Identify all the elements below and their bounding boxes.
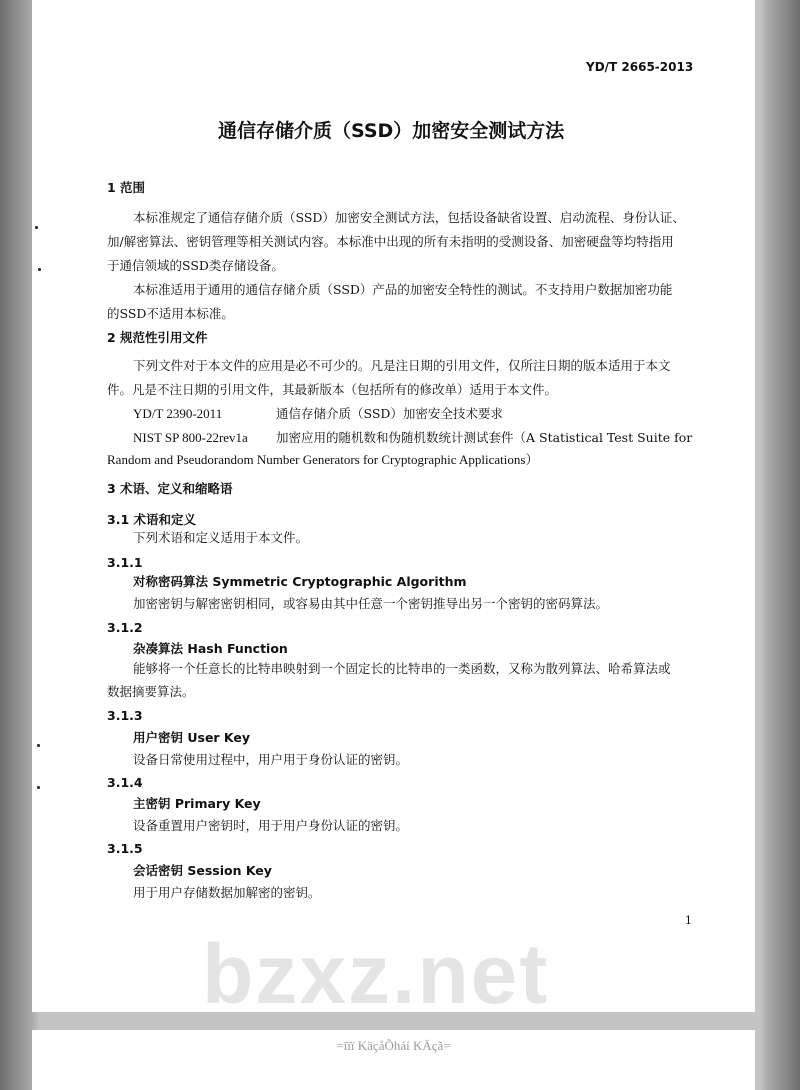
section-3-heading: 3 术语、定义和缩略语 bbox=[107, 481, 233, 496]
section-3-1-heading: 3.1 术语和定义 bbox=[107, 512, 196, 527]
term-name: 杂凑算法 Hash Function bbox=[133, 641, 288, 656]
term-definition: 能够将一个任意长的比特串映射到一个固定长的比特串的一类函数，又称为散列算法、哈希算法或 bbox=[133, 661, 671, 676]
term-name: 会话密钥 Session Key bbox=[133, 863, 272, 878]
scan-speck bbox=[37, 786, 40, 789]
term-definition: 设备重置用户密钥时，用于用户身份认证的密钥。 bbox=[133, 818, 409, 833]
term-number: 3.1.2 bbox=[107, 620, 143, 635]
term-name: 用户密钥 User Key bbox=[133, 730, 251, 745]
section-1-heading: 1 范围 bbox=[107, 180, 146, 195]
reference-title-cont: Random and Pseudorandom Number Generators for Cryptographic Applications） bbox=[107, 452, 539, 467]
paragraph-line: 本标准规定了通信存储介质（SSD）加密安全测试方法，包括设备缺省设置、启动流程、身份认证、 bbox=[133, 210, 685, 225]
paragraph-line: 件。凡是不注日期的引用文件，其最新版本（包括所有的修改单）适用于本文件。 bbox=[107, 382, 558, 397]
paragraph-line: 的SSD不适用本标准。 bbox=[107, 306, 234, 321]
scan-speck bbox=[38, 268, 41, 271]
term-definition: 用于用户存储数据加解密的密钥。 bbox=[133, 885, 321, 900]
watermark: bzxz.net bbox=[202, 927, 550, 1012]
paragraph-line: 下列术语和定义适用于本文件。 bbox=[133, 530, 309, 545]
paragraph-line: 加/解密算法、密钥管理等相关测试内容。本标准中出现的所有未指明的受测设备、加密硬盘等均特指用 bbox=[107, 234, 674, 249]
page-footer-text: =ïïï KäçåÕháí KÄçã= bbox=[336, 1038, 451, 1053]
document-title: 通信存储介质（SSD）加密安全测试方法 bbox=[218, 120, 565, 142]
term-definition: 设备日常使用过程中，用户用于身份认证的密钥。 bbox=[133, 752, 409, 767]
scan-speck bbox=[35, 226, 38, 229]
paragraph-line: 本标准适用于通用的通信存储介质（SSD）产品的加密安全特性的测试。不支持用户数据加密功能 bbox=[133, 282, 673, 297]
reference-title: 加密应用的随机数和伪随机数统计测试套件（A Statistical Test Suite for bbox=[276, 430, 693, 445]
section-2-heading: 2 规范性引用文件 bbox=[107, 330, 208, 345]
reference-code: YD/T 2390-2011 bbox=[133, 406, 223, 421]
term-number: 3.1.4 bbox=[107, 775, 143, 790]
reference-code: NIST SP 800-22rev1a bbox=[133, 430, 248, 445]
scan-speck bbox=[37, 744, 40, 747]
paragraph-line: 下列文件对于本文件的应用是必不可少的。凡是注日期的引用文件，仅所注日期的版本适用于本文 bbox=[133, 358, 671, 373]
term-definition: 加密密钥与解密密钥相同，或容易由其中任意一个密钥推导出另一个密钥的密码算法。 bbox=[133, 596, 609, 611]
document-page-1 bbox=[32, 0, 755, 1012]
term-number: 3.1.5 bbox=[107, 841, 143, 856]
term-name: 对称密码算法 Symmetric Cryptographic Algorithm bbox=[133, 574, 467, 589]
document-page-2 bbox=[32, 1030, 755, 1090]
standard-number: YD/T 2665-2013 bbox=[586, 60, 694, 74]
term-number: 3.1.1 bbox=[107, 555, 143, 570]
term-number: 3.1.3 bbox=[107, 708, 143, 723]
term-name: 主密钥 Primary Key bbox=[133, 796, 261, 811]
reference-title: 通信存储介质（SSD）加密安全技术要求 bbox=[276, 406, 503, 421]
term-definition: 数据摘要算法。 bbox=[107, 684, 195, 699]
paragraph-line: 于通信领域的SSD类存储设备。 bbox=[107, 258, 284, 273]
page-number: 1 bbox=[685, 914, 692, 927]
